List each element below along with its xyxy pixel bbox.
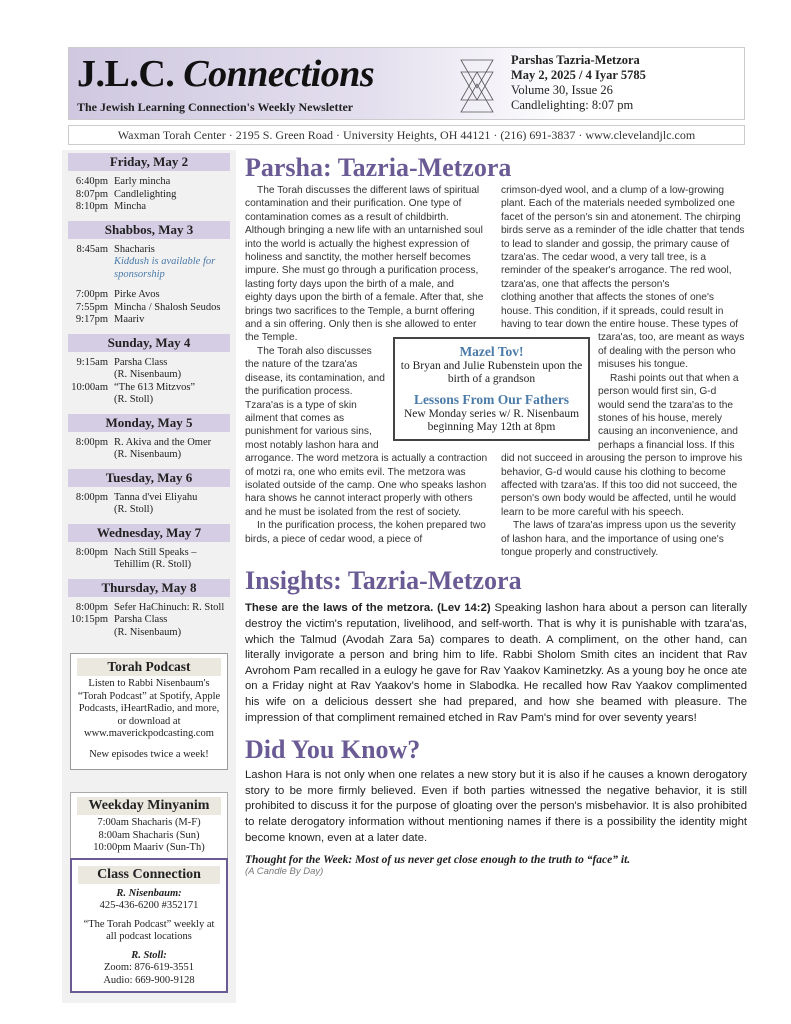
schedule-day-header: Shabbos, May 3 bbox=[68, 221, 230, 239]
schedule-event: 10:00am “The 613 Mitzvos” (R. Stoll) bbox=[71, 381, 196, 405]
masthead bbox=[68, 47, 745, 120]
insights-title: Insights: Tazria-Metzora bbox=[245, 566, 522, 596]
address-bar: Waxman Torah Center · 2195 S. Green Road · University Heights, OH 44121 · (216) 691-3837 · www.clevelandjlc.com bbox=[68, 125, 745, 145]
schedule-day-header: Friday, May 2 bbox=[68, 153, 230, 171]
torah-podcast-box: Torah Podcast Listen to Rabbi Nisenbaum's “Torah Podcast” at Spotify, Apple Podcasts, iHeartRadio, and more, or download at www.maverickpodcasting.com New episodes twice a week! bbox=[70, 653, 228, 770]
schedule-event: 9:17pm Maariv bbox=[75, 314, 145, 325]
schedule-event: 8:07pm Candlelighting bbox=[75, 188, 177, 200]
announcement-box: Mazel Tov! to Bryan and Julie Rubenstein upon the birth of a grandson Lessons From Our Fathers New Monday series w/ R. Nisenbaum beginning May 12th at 8pm bbox=[393, 337, 590, 441]
parsha-title: Parsha: Tazria-Metzora bbox=[245, 153, 512, 182]
schedule-sidebar bbox=[62, 150, 236, 1003]
weekday-minyanim-box: Weekday Minyanim 7:00am Shacharis (M-F) 8:00am Shacharis (Sun) 10:00pm Maariv (Sun-Th) Class Connection R. Nisenbaum: 425-436-6200 #352171 “The Torah Podcast” weekly at all podcast locations R. Stoll: Zoom: 876-619-3551 Audio: 669-900-9128 bbox=[70, 792, 228, 993]
thought-source: (A Candle By Day) bbox=[245, 866, 324, 878]
did-you-know-title: Did You Know? bbox=[245, 735, 421, 765]
kiddush-note: Kiddush is available for sponsorship bbox=[114, 256, 216, 280]
parsha-column-right: crimson-dyed wool, and a clump of a low-growing plant. Each of the materials needed symbolized one facet of the person's sin and atonement. The chirping birds serve as a reminder of the idle chatter that tends to lead to slander and gossip, the primary cause of tzara'as. The cedar wood, a very tall tree, is a reminder of the speaker's arrogance. The red wool, tzara'as, one that affects the person's clothing another that affects the stones of one's house. This condition, if it spreads, could result in having to tear down the entire house. These types of tzara'as, too, are meant as ways of dealing with the person who misuses his tongue. Rashi points out that when a person would first sin, G-d would send the tzara'as to the stones of his house, merely causing an inconvenience, and perhaps a financial loss. If this did not succeed in arousing the person to improve his behavior, G-d would cause his clothing to become affected with tzara'as. If this too did not succeed, the person's own body would be affected, until he would learn to be more careful with his speech. The laws of tzara'as impress upon us the severity of lashon hara, and the importance of using one's tongue properly and constructively. bbox=[501, 185, 745, 558]
schedule-day-header: Wednesday, May 7 bbox=[68, 524, 230, 542]
star-emblem-icon bbox=[459, 58, 495, 114]
schedule-event: 8:00pm Sefer HaChinuch: R. Stoll bbox=[75, 601, 225, 613]
schedule-day-header: Monday, May 5 bbox=[68, 414, 230, 432]
insights-text: These are the laws of the metzora. (Lev 14:2) Speaking lashon hara about a person can literally destroy the victim's reputation, livelihood, and self-worth. That is why it is punishable with tzara'as, which the Talmud (Avodah Zara 5a) compares to death. A compliment, on the other hand, can literally invigorate a person and bring him to life. Rabbi Sholom Smith cites an incident that Rav Avrohom Pam recalled in a eulogy he gave for Rav Yaakov Kaminetzky. As a young boy he once ate on a Friday night at Rav Yaakov's home in Slabodka. He recalled how Rav Yaakov complimented his wife on a delicious dessert she had prepared, and how she beamed with pleasure. The impression of that compliment remained etched in Rav Pam's mind for over seventy years! bbox=[245, 602, 747, 724]
schedule-event: 8:00pm Nach Still Speaks – Tehillim (R. Stoll) bbox=[75, 546, 197, 570]
parsha-column-left: The Torah discusses the different laws of spiritual contamination and their purification. One type of contamination comes as a result of childbirth. Although bringing a new life with an untarnished soul into the world is actually the highest expression of holiness and sanctity, the mother herself becomes impure. She must go through a purification process, lasting forty days upon the birth of a male, and eighty days upon the birth of a female. After that, she brings two sacrifices to the Temple, a burnt offering and a sin offering. Only then is she allowed to enter the Temple. The Torah also discusses the nature of the tzara'as disease, its contamination, and the purification process. Tzara'as is a type of skin ailment that comes as punishment for various sins, most notably lashon hara and arrogance. The word metzora is actually a contraction of motzi ra, one who emits evil. The metzora was isolated outside of the camp. One who speaks lashon hara shows he cannot interact properly with others and he must be isolated from the rest of society. In the purification process, the kohen prepared two birds, a piece of cedar wood, a piece of bbox=[245, 185, 488, 545]
schedule-event: 7:55pm Mincha / Shalosh Seudos bbox=[75, 301, 221, 313]
did-you-know-text: Lashon Hara is not only when one relates a new story but it is also if he causes a known derogatory story to be more firmly believed. Even if both parties witnessed the negative behavior, it is still prohibited to discuss it for the purpose of gloating over the person's misbehavior. It is also prohibited to relate derogatory information without mentioning names if there is a possibility the identity might become known, even at a later date. bbox=[245, 769, 747, 844]
schedule-event: 8:00pm R. Akiva and the Omer (R. Nisenbaum) bbox=[75, 436, 212, 460]
newsletter-logo: J.L.C. Connections bbox=[77, 53, 375, 95]
schedule-event: 10:15pm Parsha Class (R. Nisenbaum) bbox=[70, 614, 182, 638]
schedule-day-header: Sunday, May 4 bbox=[68, 334, 230, 352]
schedule-event: 9:15am Parsha Class (R. Nisenbaum) bbox=[76, 356, 182, 380]
schedule-event: 6:40pm Early mincha bbox=[75, 176, 171, 187]
issue-info: Parshas Tazria-Metzora May 2, 2025 / 4 Iyar 5785 Volume 30, Issue 26 Candlelighting: 8:07 pm bbox=[511, 53, 646, 112]
tagline: The Jewish Learning Connection's Weekly Newsletter bbox=[77, 100, 354, 114]
schedule-event: 8:45am Shacharis bbox=[76, 243, 155, 255]
thought-for-week: Thought for the Week: Most of us never get close enough to the truth to “face” it. bbox=[245, 854, 631, 867]
schedule-day-header: Tuesday, May 6 bbox=[68, 469, 230, 487]
parsha-article bbox=[245, 184, 747, 559]
schedule-event: 8:10pm Mincha bbox=[75, 201, 147, 212]
schedule-event: 8:00pm Tanna d'vei Eliyahu (R. Stoll) bbox=[75, 491, 198, 515]
class-connection-box: Class Connection R. Nisenbaum: 425-436-6200 #352171 “The Torah Podcast” weekly at all podcast locations R. Stoll: Zoom: 876-619-3551 Audio: 669-900-9128 bbox=[70, 858, 228, 994]
main-content bbox=[245, 152, 747, 877]
schedule-day-header: Thursday, May 8 bbox=[68, 579, 230, 597]
schedule-event: 7:00pm Pirke Avos bbox=[75, 289, 160, 300]
